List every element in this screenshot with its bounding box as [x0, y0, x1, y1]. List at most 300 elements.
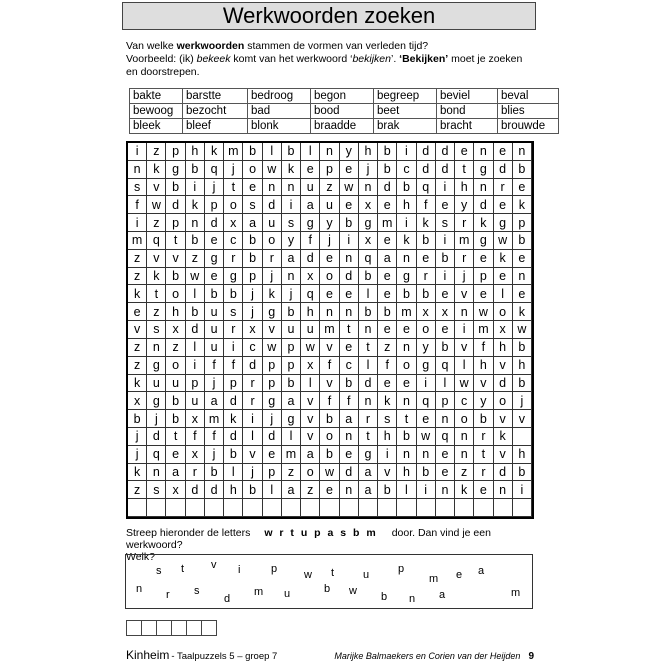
grid-cell[interactable]: q	[436, 357, 455, 375]
grid-cell[interactable]: b	[282, 375, 301, 393]
grid-cell[interactable]: x	[128, 392, 147, 410]
grid-cell[interactable]: j	[263, 268, 282, 286]
scattered-letter[interactable]: a	[478, 565, 485, 577]
grid-cell[interactable]: e	[513, 285, 532, 303]
grid-cell[interactable]: d	[417, 143, 436, 161]
grid-cell[interactable]: u	[301, 321, 320, 339]
grid-cell[interactable]: n	[340, 481, 359, 499]
grid-cell[interactable]: b	[186, 161, 205, 179]
grid-cell[interactable]: r	[417, 268, 436, 286]
grid-cell[interactable]: v	[263, 321, 282, 339]
grid-cell[interactable]: v	[378, 464, 397, 482]
grid-cell[interactable]: g	[417, 357, 436, 375]
grid-cell[interactable]: f	[320, 357, 339, 375]
grid-cell[interactable]: z	[455, 464, 474, 482]
grid-cell[interactable]: d	[147, 428, 166, 446]
grid-cell[interactable]: x	[301, 268, 320, 286]
grid-cell[interactable]: n	[147, 339, 166, 357]
grid-cell[interactable]: k	[147, 268, 166, 286]
grid-cell[interactable]	[359, 499, 378, 517]
grid-cell[interactable]: r	[263, 250, 282, 268]
grid-cell[interactable]: l	[186, 285, 205, 303]
grid-cell[interactable]: w	[455, 375, 474, 393]
grid-cell[interactable]: v	[301, 392, 320, 410]
grid-cell[interactable]: b	[186, 303, 205, 321]
grid-cell[interactable]: e	[397, 321, 416, 339]
grid-cell[interactable]: n	[397, 339, 416, 357]
grid-cell[interactable]: x	[359, 232, 378, 250]
grid-cell[interactable]: g	[263, 303, 282, 321]
grid-cell[interactable]: r	[186, 464, 205, 482]
grid-cell[interactable]: w	[320, 464, 339, 482]
grid-cell[interactable]: w	[340, 179, 359, 197]
grid-cell[interactable]: q	[205, 161, 224, 179]
grid-cell[interactable]: u	[301, 179, 320, 197]
grid-cell[interactable]	[320, 499, 339, 517]
grid-cell[interactable]: r	[474, 428, 493, 446]
grid-cell[interactable]: l	[301, 143, 320, 161]
grid-cell[interactable]: a	[282, 392, 301, 410]
grid-cell[interactable]: b	[513, 232, 532, 250]
grid-cell[interactable]: e	[436, 446, 455, 464]
grid-cell[interactable]: i	[128, 214, 147, 232]
grid-cell[interactable]: e	[128, 303, 147, 321]
grid-cell[interactable]: w	[263, 339, 282, 357]
grid-cell[interactable]: d	[494, 161, 513, 179]
grid-cell[interactable]: j	[224, 161, 243, 179]
grid-cell[interactable]: a	[166, 464, 185, 482]
grid-cell[interactable]: g	[397, 268, 416, 286]
grid-cell[interactable]: n	[513, 143, 532, 161]
grid-cell[interactable]: k	[513, 303, 532, 321]
grid-cell[interactable]: i	[397, 214, 416, 232]
grid-cell[interactable]: e	[436, 464, 455, 482]
grid-cell[interactable]: m	[128, 232, 147, 250]
grid-cell[interactable]: x	[186, 446, 205, 464]
grid-cell[interactable]: d	[340, 464, 359, 482]
scattered-letter[interactable]: m	[511, 587, 521, 599]
grid-cell[interactable]	[186, 499, 205, 517]
grid-cell[interactable]: n	[340, 303, 359, 321]
grid-cell[interactable]: l	[436, 375, 455, 393]
grid-cell[interactable]: b	[340, 375, 359, 393]
grid-cell[interactable]: z	[128, 357, 147, 375]
grid-cell[interactable]: d	[263, 428, 282, 446]
grid-cell[interactable]: f	[340, 392, 359, 410]
grid-cell[interactable]: d	[186, 321, 205, 339]
grid-cell[interactable]: e	[417, 410, 436, 428]
grid-cell[interactable]: u	[186, 392, 205, 410]
grid-cell[interactable]: h	[301, 303, 320, 321]
grid-cell[interactable]: n	[455, 428, 474, 446]
grid-cell[interactable]: r	[359, 410, 378, 428]
grid-cell[interactable]: e	[474, 285, 493, 303]
grid-cell[interactable]: d	[417, 161, 436, 179]
grid-cell[interactable]: l	[186, 339, 205, 357]
grid-cell[interactable]: n	[320, 143, 339, 161]
scattered-letter[interactable]: w	[349, 585, 357, 597]
grid-cell[interactable]: b	[378, 303, 397, 321]
grid-cell[interactable]: v	[320, 339, 339, 357]
grid-cell[interactable]: r	[243, 375, 262, 393]
grid-cell[interactable]: k	[128, 375, 147, 393]
grid-cell[interactable]: z	[128, 481, 147, 499]
grid-cell[interactable]: b	[340, 214, 359, 232]
grid-cell[interactable]: a	[205, 392, 224, 410]
grid-cell[interactable]: l	[494, 285, 513, 303]
grid-cell[interactable]: k	[224, 410, 243, 428]
grid-cell[interactable]: u	[205, 303, 224, 321]
grid-cell[interactable]: o	[417, 321, 436, 339]
grid-cell[interactable]: x	[417, 303, 436, 321]
grid-cell[interactable]: m	[320, 321, 339, 339]
grid-cell[interactable]: e	[243, 179, 262, 197]
grid-cell[interactable]: x	[166, 481, 185, 499]
grid-cell[interactable]: e	[340, 196, 359, 214]
grid-cell[interactable]: a	[340, 410, 359, 428]
grid-cell[interactable]: n	[282, 268, 301, 286]
grid-cell[interactable]: i	[282, 196, 301, 214]
grid-cell[interactable]: s	[282, 214, 301, 232]
grid-cell[interactable]	[205, 499, 224, 517]
grid-cell[interactable]: d	[436, 143, 455, 161]
grid-cell[interactable]: q	[436, 428, 455, 446]
grid-cell[interactable]: k	[186, 196, 205, 214]
grid-cell[interactable]: r	[224, 321, 243, 339]
grid-cell[interactable]: b	[320, 410, 339, 428]
grid-cell[interactable]: b	[243, 481, 262, 499]
grid-cell[interactable]: y	[282, 232, 301, 250]
grid-cell[interactable]: e	[378, 285, 397, 303]
grid-cell[interactable]: b	[397, 428, 416, 446]
grid-cell[interactable]: l	[224, 464, 243, 482]
grid-cell[interactable]: e	[320, 250, 339, 268]
grid-cell[interactable]: g	[494, 214, 513, 232]
grid-cell[interactable]: e	[340, 339, 359, 357]
grid-cell[interactable]: f	[128, 196, 147, 214]
grid-cell[interactable]: e	[474, 481, 493, 499]
grid-cell[interactable]: h	[513, 446, 532, 464]
grid-cell[interactable]	[417, 499, 436, 517]
grid-cell[interactable]: o	[166, 285, 185, 303]
grid-cell[interactable]: m	[474, 321, 493, 339]
grid-cell[interactable]: w	[513, 321, 532, 339]
grid-cell[interactable]: t	[397, 410, 416, 428]
grid-cell[interactable]: o	[320, 268, 339, 286]
grid-cell[interactable]: h	[474, 357, 493, 375]
grid-cell[interactable]: h	[186, 143, 205, 161]
grid-cell[interactable]: f	[417, 196, 436, 214]
grid-cell[interactable]: o	[494, 392, 513, 410]
grid-cell[interactable]: e	[436, 196, 455, 214]
grid-cell[interactable]: g	[263, 392, 282, 410]
grid-cell[interactable]: e	[378, 268, 397, 286]
grid-cell[interactable]: c	[397, 161, 416, 179]
grid-cell[interactable]: s	[147, 481, 166, 499]
scattered-letter[interactable]: p	[398, 563, 405, 575]
grid-cell[interactable]: g	[474, 161, 493, 179]
grid-cell[interactable]: s	[436, 214, 455, 232]
grid-cell[interactable]: l	[359, 285, 378, 303]
scattered-letter[interactable]: w	[304, 569, 312, 581]
grid-cell[interactable]: o	[166, 357, 185, 375]
grid-cell[interactable]: e	[205, 232, 224, 250]
grid-cell[interactable]: b	[205, 464, 224, 482]
scattered-letter[interactable]: u	[363, 569, 370, 581]
grid-cell[interactable]: b	[205, 285, 224, 303]
grid-cell[interactable]: n	[147, 464, 166, 482]
grid-cell[interactable]: a	[301, 196, 320, 214]
grid-cell[interactable]: t	[166, 232, 185, 250]
grid-cell[interactable]: b	[513, 339, 532, 357]
grid-cell[interactable]: b	[417, 232, 436, 250]
grid-cell[interactable]: p	[205, 196, 224, 214]
grid-cell[interactable]: z	[301, 481, 320, 499]
grid-cell[interactable]: i	[455, 321, 474, 339]
grid-cell[interactable]: v	[243, 446, 262, 464]
grid-cell[interactable]: e	[340, 285, 359, 303]
grid-cell[interactable]: z	[128, 268, 147, 286]
grid-cell[interactable]: n	[513, 268, 532, 286]
grid-cell[interactable]: b	[513, 375, 532, 393]
grid-cell[interactable]: j	[128, 446, 147, 464]
grid-cell[interactable]: k	[397, 232, 416, 250]
grid-cell[interactable]: a	[301, 446, 320, 464]
grid-cell[interactable]: t	[359, 339, 378, 357]
grid-cell[interactable]: n	[397, 392, 416, 410]
grid-cell[interactable]	[513, 428, 532, 446]
grid-cell[interactable]: n	[359, 179, 378, 197]
grid-cell[interactable]: q	[359, 250, 378, 268]
grid-cell[interactable]: n	[186, 214, 205, 232]
grid-cell[interactable]: k	[282, 161, 301, 179]
grid-cell[interactable]: h	[397, 464, 416, 482]
grid-cell[interactable]: p	[263, 375, 282, 393]
grid-cell[interactable]: f	[205, 428, 224, 446]
grid-cell[interactable]: a	[378, 250, 397, 268]
grid-cell[interactable]: v	[494, 410, 513, 428]
grid-cell[interactable]: n	[455, 446, 474, 464]
grid-cell[interactable]: x	[436, 303, 455, 321]
grid-cell[interactable]: y	[320, 214, 339, 232]
grid-cell[interactable]: b	[320, 446, 339, 464]
grid-cell[interactable]: h	[397, 196, 416, 214]
grid-cell[interactable]: d	[224, 392, 243, 410]
grid-cell[interactable]: o	[320, 428, 339, 446]
answer-cell[interactable]	[156, 620, 172, 636]
grid-cell[interactable]: d	[301, 250, 320, 268]
grid-cell[interactable]: c	[243, 339, 262, 357]
grid-cell[interactable]: m	[224, 143, 243, 161]
grid-cell[interactable]: i	[378, 446, 397, 464]
grid-cell[interactable]: h	[359, 143, 378, 161]
grid-cell[interactable]: e	[340, 161, 359, 179]
grid-cell[interactable]: l	[397, 481, 416, 499]
answer-cell[interactable]	[141, 620, 157, 636]
grid-cell[interactable]: e	[436, 285, 455, 303]
grid-cell[interactable]: z	[282, 464, 301, 482]
grid-cell[interactable]: r	[243, 392, 262, 410]
grid-cell[interactable]: e	[494, 268, 513, 286]
grid-cell[interactable]: d	[359, 375, 378, 393]
grid-cell[interactable]: b	[224, 446, 243, 464]
grid-cell[interactable]: b	[166, 410, 185, 428]
grid-cell[interactable]: f	[186, 428, 205, 446]
grid-cell[interactable]: k	[513, 196, 532, 214]
scattered-letter[interactable]: t	[331, 567, 335, 579]
grid-cell[interactable]: f	[320, 392, 339, 410]
grid-cell[interactable]: p	[282, 357, 301, 375]
grid-cell[interactable]: b	[166, 268, 185, 286]
grid-cell[interactable]: b	[128, 410, 147, 428]
grid-cell[interactable]: x	[224, 214, 243, 232]
grid-cell[interactable]: w	[474, 303, 493, 321]
grid-cell[interactable]: t	[224, 179, 243, 197]
grid-cell[interactable]: w	[186, 268, 205, 286]
grid-cell[interactable]: v	[494, 446, 513, 464]
grid-cell[interactable]: g	[205, 250, 224, 268]
grid-cell[interactable]: z	[147, 143, 166, 161]
grid-cell[interactable]: p	[513, 214, 532, 232]
grid-cell[interactable]: e	[378, 196, 397, 214]
grid-cell[interactable]: o	[224, 196, 243, 214]
grid-cell[interactable]: e	[378, 321, 397, 339]
grid-cell[interactable]: o	[455, 410, 474, 428]
grid-cell[interactable]: u	[205, 339, 224, 357]
scattered-letter[interactable]: n	[409, 593, 416, 605]
grid-cell[interactable]	[263, 499, 282, 517]
grid-cell[interactable]: w	[263, 161, 282, 179]
scattered-letter[interactable]: i	[238, 564, 241, 576]
grid-cell[interactable]: t	[166, 428, 185, 446]
grid-cell[interactable]: n	[474, 179, 493, 197]
grid-cell[interactable]: v	[301, 428, 320, 446]
grid-cell[interactable]: d	[494, 464, 513, 482]
grid-cell[interactable]: e	[455, 143, 474, 161]
grid-cell[interactable]: x	[243, 321, 262, 339]
grid-cell[interactable]: r	[455, 250, 474, 268]
grid-cell[interactable]: b	[166, 392, 185, 410]
grid-cell[interactable]: b	[243, 143, 262, 161]
grid-cell[interactable]: i	[243, 410, 262, 428]
scattered-letter[interactable]: r	[166, 589, 170, 601]
scattered-letter[interactable]: p	[271, 563, 278, 575]
scattered-letter[interactable]: m	[429, 573, 439, 585]
grid-cell[interactable]: v	[301, 410, 320, 428]
grid-cell[interactable]	[436, 499, 455, 517]
grid-cell[interactable]: b	[474, 410, 493, 428]
grid-cell[interactable]: n	[320, 303, 339, 321]
answer-cell[interactable]	[201, 620, 217, 636]
grid-cell[interactable]: p	[224, 375, 243, 393]
grid-cell[interactable]: k	[263, 285, 282, 303]
grid-cell[interactable]: x	[494, 321, 513, 339]
grid-cell[interactable]: n	[397, 250, 416, 268]
grid-cell[interactable]: j	[263, 410, 282, 428]
grid-cell[interactable]: s	[128, 179, 147, 197]
grid-cell[interactable]: a	[282, 481, 301, 499]
grid-cell[interactable]: v	[494, 357, 513, 375]
answer-cell[interactable]	[171, 620, 187, 636]
grid-cell[interactable]: b	[397, 285, 416, 303]
grid-cell[interactable]: s	[147, 321, 166, 339]
grid-cell[interactable]: p	[474, 268, 493, 286]
grid-cell[interactable]: n	[494, 481, 513, 499]
grid-cell[interactable]: i	[186, 357, 205, 375]
grid-cell[interactable]: e	[397, 375, 416, 393]
grid-cell[interactable]: i	[224, 339, 243, 357]
grid-cell[interactable]: n	[340, 428, 359, 446]
grid-cell[interactable]: o	[243, 161, 262, 179]
grid-cell[interactable]: u	[282, 321, 301, 339]
grid-cell[interactable]: k	[128, 285, 147, 303]
grid-cell[interactable]: i	[513, 481, 532, 499]
grid-cell[interactable]: j	[455, 268, 474, 286]
grid-cell[interactable]: w	[494, 232, 513, 250]
grid-cell[interactable]: b	[282, 143, 301, 161]
grid-cell[interactable]: n	[436, 481, 455, 499]
grid-cell[interactable]: d	[263, 196, 282, 214]
grid-cell[interactable]: y	[340, 143, 359, 161]
grid-cell[interactable]: z	[378, 339, 397, 357]
grid-cell[interactable]: d	[205, 214, 224, 232]
grid-cell[interactable]: e	[474, 250, 493, 268]
grid-cell[interactable]: n	[417, 446, 436, 464]
grid-cell[interactable]: z	[147, 214, 166, 232]
grid-cell[interactable]: k	[147, 161, 166, 179]
grid-cell[interactable]: d	[474, 196, 493, 214]
grid-cell[interactable]: j	[513, 392, 532, 410]
grid-cell[interactable]: b	[378, 481, 397, 499]
grid-cell[interactable]: f	[474, 339, 493, 357]
scattered-letter[interactable]: b	[324, 583, 331, 595]
grid-cell[interactable]: j	[205, 375, 224, 393]
grid-cell[interactable]: v	[474, 375, 493, 393]
grid-cell[interactable]: e	[513, 179, 532, 197]
grid-cell[interactable]: h	[494, 339, 513, 357]
grid-cell[interactable]: y	[474, 392, 493, 410]
grid-cell[interactable]: a	[359, 464, 378, 482]
grid-cell[interactable]: x	[186, 410, 205, 428]
grid-cell[interactable]: g	[166, 161, 185, 179]
grid-cell[interactable]: d	[494, 375, 513, 393]
grid-cell[interactable]: e	[263, 446, 282, 464]
grid-cell[interactable]: i	[436, 232, 455, 250]
scattered-letter[interactable]: s	[156, 565, 162, 577]
grid-cell[interactable]: d	[243, 357, 262, 375]
grid-cell[interactable]: i	[186, 179, 205, 197]
answer-cell[interactable]	[186, 620, 202, 636]
grid-cell[interactable]: r	[455, 214, 474, 232]
grid-cell[interactable]: y	[455, 196, 474, 214]
grid-cell[interactable]: j	[147, 410, 166, 428]
grid-cell[interactable]: t	[147, 285, 166, 303]
grid-cell[interactable]	[494, 499, 513, 517]
grid-cell[interactable]: x	[166, 321, 185, 339]
grid-cell[interactable]: m	[397, 303, 416, 321]
grid-cell[interactable]: e	[340, 446, 359, 464]
scattered-letter[interactable]: m	[254, 586, 264, 598]
grid-cell[interactable]: n	[455, 303, 474, 321]
grid-cell[interactable]: b	[186, 232, 205, 250]
grid-cell[interactable]: m	[205, 410, 224, 428]
grid-cell[interactable]: e	[166, 446, 185, 464]
grid-cell[interactable]	[474, 499, 493, 517]
grid-cell[interactable]: t	[359, 428, 378, 446]
grid-cell[interactable]: h	[455, 179, 474, 197]
grid-cell[interactable]: p	[243, 268, 262, 286]
grid-cell[interactable]: l	[455, 357, 474, 375]
